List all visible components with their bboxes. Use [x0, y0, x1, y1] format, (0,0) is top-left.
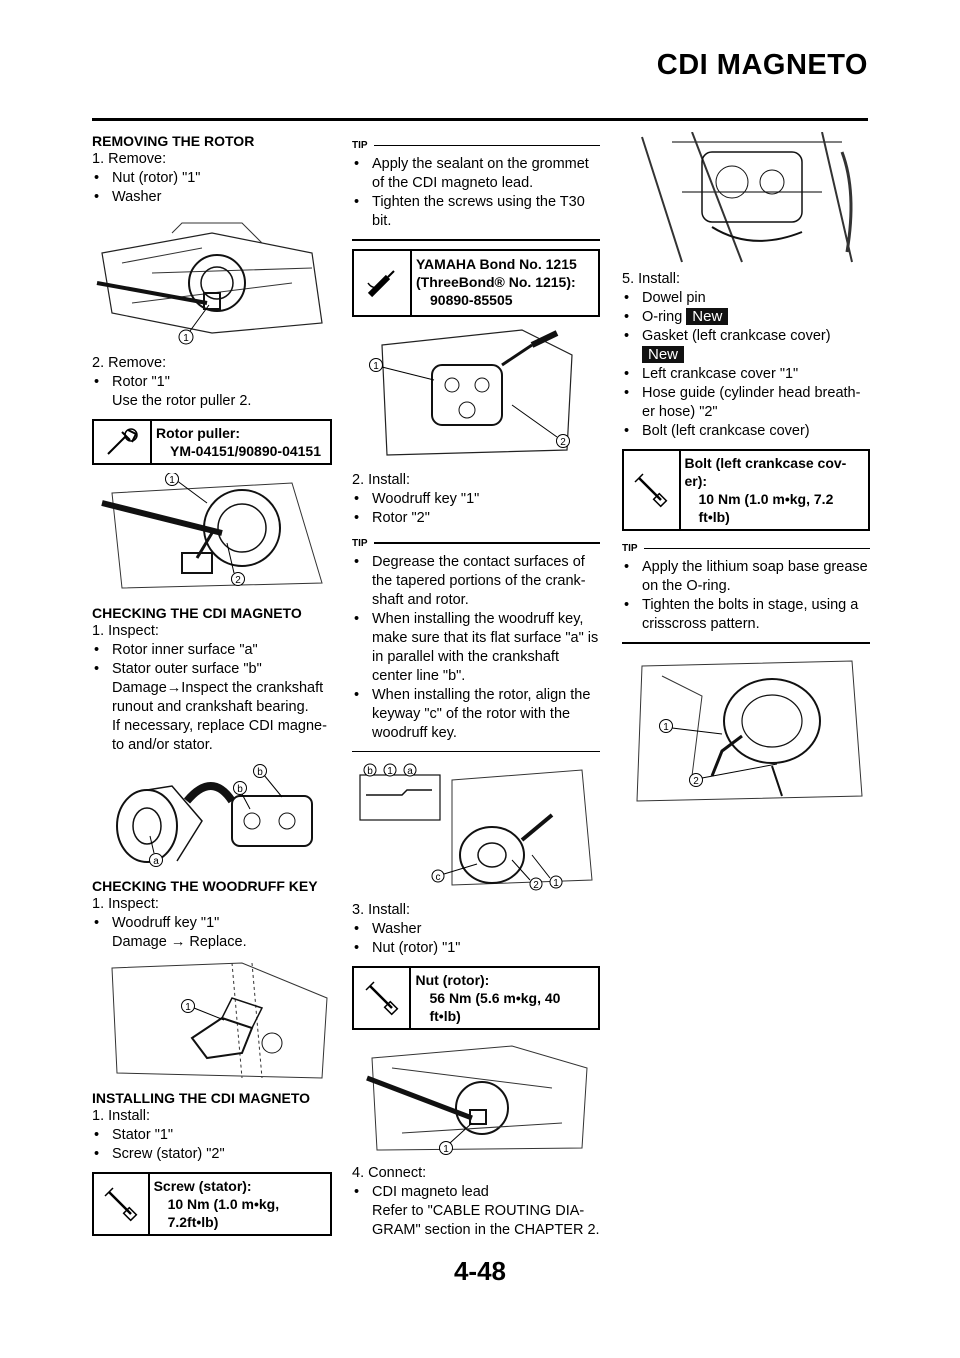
section-title-checking-woodruff: CHECKING THE WOODRUFF KEY [92, 878, 318, 894]
spec-name: YAMAHA Bond No. 1215 [416, 255, 577, 272]
figure-callout: 1 [387, 766, 393, 777]
figure-callout: a [407, 766, 413, 777]
figure-callout: 1 [183, 333, 189, 344]
tip-label: TIP [352, 537, 368, 549]
column-left [92, 132, 332, 1244]
figure-callout: 2 [560, 436, 566, 448]
tip-bullet: • When installing the rotor, align the keyway "c" of the rotor with the woodruff key. [352, 686, 600, 743]
figure-woodruff-key [92, 958, 332, 1083]
spec-name: Rotor puller: [156, 425, 240, 441]
figure-rotor-nut [92, 213, 332, 348]
step-2: 2. Remove: [92, 355, 167, 371]
tip-bullet: • When installing the woodruff key, make sure that its flat surface "a" is in parallel with the crankshaft center line "b". [352, 610, 600, 686]
bullet-subtext: Refer to "CABLE ROUTING DIA-GRAM" section in the CHAPTER 2. [372, 1203, 600, 1238]
figure-frame-view [622, 132, 870, 264]
figure-callout: 1 [443, 1144, 449, 1155]
bullet-item: • Washer [92, 188, 332, 207]
tip-block [352, 534, 600, 753]
spec-box-rotor-puller [92, 419, 332, 465]
bullet-item: • Dowel pin [622, 289, 870, 308]
tip-bullet: • Apply the sealant on the grommet of the CDI magneto lead. [352, 155, 600, 193]
figure-callout: 1 [169, 475, 175, 486]
section-title-checking-cdi: CHECKING THE CDI MAGNETO [92, 605, 302, 621]
bullet-item: • Woodruff key "1" [352, 490, 600, 509]
bullet-item: • Stator "1" [92, 1126, 332, 1145]
tip-bullet: • Tighten the bolts in stage, using a crisscross pattern. [622, 596, 870, 634]
step-2: 2. Install: [352, 471, 411, 488]
page-title: CDI MAGNETO [656, 49, 868, 81]
figure-callout: 1 [553, 878, 559, 889]
bullet-item: • Rotor "1" [92, 373, 332, 392]
figure-sealant-grommet [352, 325, 600, 465]
tip-block [352, 136, 600, 241]
step-1: 1. Inspect: [92, 896, 159, 912]
new-part-badge: New [686, 308, 728, 325]
bullet-item: • Gasket (left crankcase cover) [622, 327, 870, 346]
bullet-item: • O-ring New [622, 308, 870, 327]
page-number: 4-48 [453, 1256, 507, 1286]
spec-value: YM-04151/90890-04151 [170, 443, 322, 459]
column-middle [352, 132, 600, 1240]
bullet-item: • Woodruff key "1" [92, 914, 332, 933]
bullet-item: • Nut (rotor) "1" [92, 169, 332, 188]
step-1: 1. Install: [92, 1108, 151, 1124]
figure-callout: 2 [533, 880, 539, 891]
figure-callout: 2 [235, 575, 241, 586]
spec-value: 90890-85505 [430, 291, 513, 308]
spec-box-yamaha-bond [352, 249, 600, 317]
spec-box-bolt-crankcase [622, 449, 870, 531]
figure-callout: b [257, 767, 263, 778]
header-rule [92, 118, 868, 121]
section-title-removing-rotor: REMOVING THE ROTOR [92, 133, 255, 149]
column-right [622, 132, 870, 812]
spec-name: Bolt (left crankcase cov-er): [684, 455, 847, 489]
torque-wrench-icon [94, 1174, 150, 1234]
spec-value: 56 Nm (5.6 m•kg, 40 ft•lb) [429, 990, 561, 1024]
step-3: 3. Install: [352, 902, 411, 918]
sealant-tube-icon [354, 251, 412, 315]
figure-callout: a [153, 856, 159, 867]
torque-wrench-icon [624, 451, 681, 529]
figure-rotor-stator [92, 761, 332, 871]
step-5: 5. Install: [622, 271, 681, 287]
tip-bullet: • Tighten the screws using the T30 bit. [352, 193, 600, 231]
bullet-subtext: If necessary, replace CDI magne-to and/or stator. [112, 718, 327, 753]
bullet-item: • Bolt (left crankcase cover) [622, 422, 870, 441]
figure-callout: 1 [185, 1002, 191, 1013]
bullet-item: • Hose guide (cylinder head breath-er hose) "2" [622, 384, 870, 422]
figure-callout: 1 [663, 721, 669, 733]
tip-bullet: • Degrease the contact surfaces of the tapered portions of the crank-shaft and rotor. [352, 553, 600, 610]
bullet-item: • Screw (stator) "2" [92, 1145, 332, 1164]
figure-callout: b [367, 766, 373, 777]
bullet-item: • Washer [352, 920, 600, 939]
figure-callout: b [237, 784, 243, 795]
spec-name: Nut (rotor): [415, 972, 490, 988]
bullet-item: • Rotor inner surface "a" [92, 641, 332, 660]
bullet-subtext: Use the rotor puller 2. [112, 393, 252, 409]
bullet-item: • Nut (rotor) "1" [352, 939, 600, 958]
step-1: 1. Remove: [92, 151, 167, 167]
figure-callout: 1 [373, 360, 379, 372]
bullet-item: • CDI magneto lead [352, 1183, 600, 1202]
spec-name: Screw (stator): [153, 1178, 252, 1194]
tip-block [622, 539, 870, 644]
tip-bullet: • Apply the lithium soap base grease on the O-ring. [622, 558, 870, 596]
bullet-subtext: Damage→Inspect the crankshaft runout and crankshaft bearing. [112, 680, 324, 715]
bullet-item: • Rotor "2" [352, 509, 600, 528]
spec-name: (ThreeBond® No. 1215): [416, 273, 576, 290]
bullet-subtext: Damage → Replace. [112, 934, 247, 950]
tip-label: TIP [622, 543, 638, 554]
spec-value: 10 Nm (1.0 m•kg, 7.2ft•lb) [167, 1196, 280, 1230]
figure-callout: 2 [693, 775, 699, 787]
step-4: 4. Connect: [352, 1165, 427, 1181]
step-1: 1. Inspect: [92, 623, 159, 639]
section-title-installing-cdi: INSTALLING THE CDI MAGNETO [92, 1090, 311, 1106]
spec-box-nut-rotor [352, 966, 600, 1030]
figure-callout: c [435, 872, 441, 883]
spec-value: 10 Nm (1.0 m•kg, 7.2 ft•lb) [698, 491, 834, 525]
torque-wrench-icon [354, 968, 411, 1028]
new-part-badge: New [642, 346, 684, 363]
wrench-icon [94, 421, 152, 463]
bullet-item: • Stator outer surface "b" [92, 660, 332, 679]
figure-nut-tighten [352, 1038, 600, 1158]
figure-crankcase-cover [622, 656, 870, 806]
figure-rotor-puller [92, 473, 332, 598]
spec-box-screw-stator [92, 1172, 332, 1236]
figure-rotor-install [352, 760, 600, 895]
tip-label: TIP [352, 140, 368, 151]
bullet-item: • Left crankcase cover "1" [622, 365, 870, 384]
